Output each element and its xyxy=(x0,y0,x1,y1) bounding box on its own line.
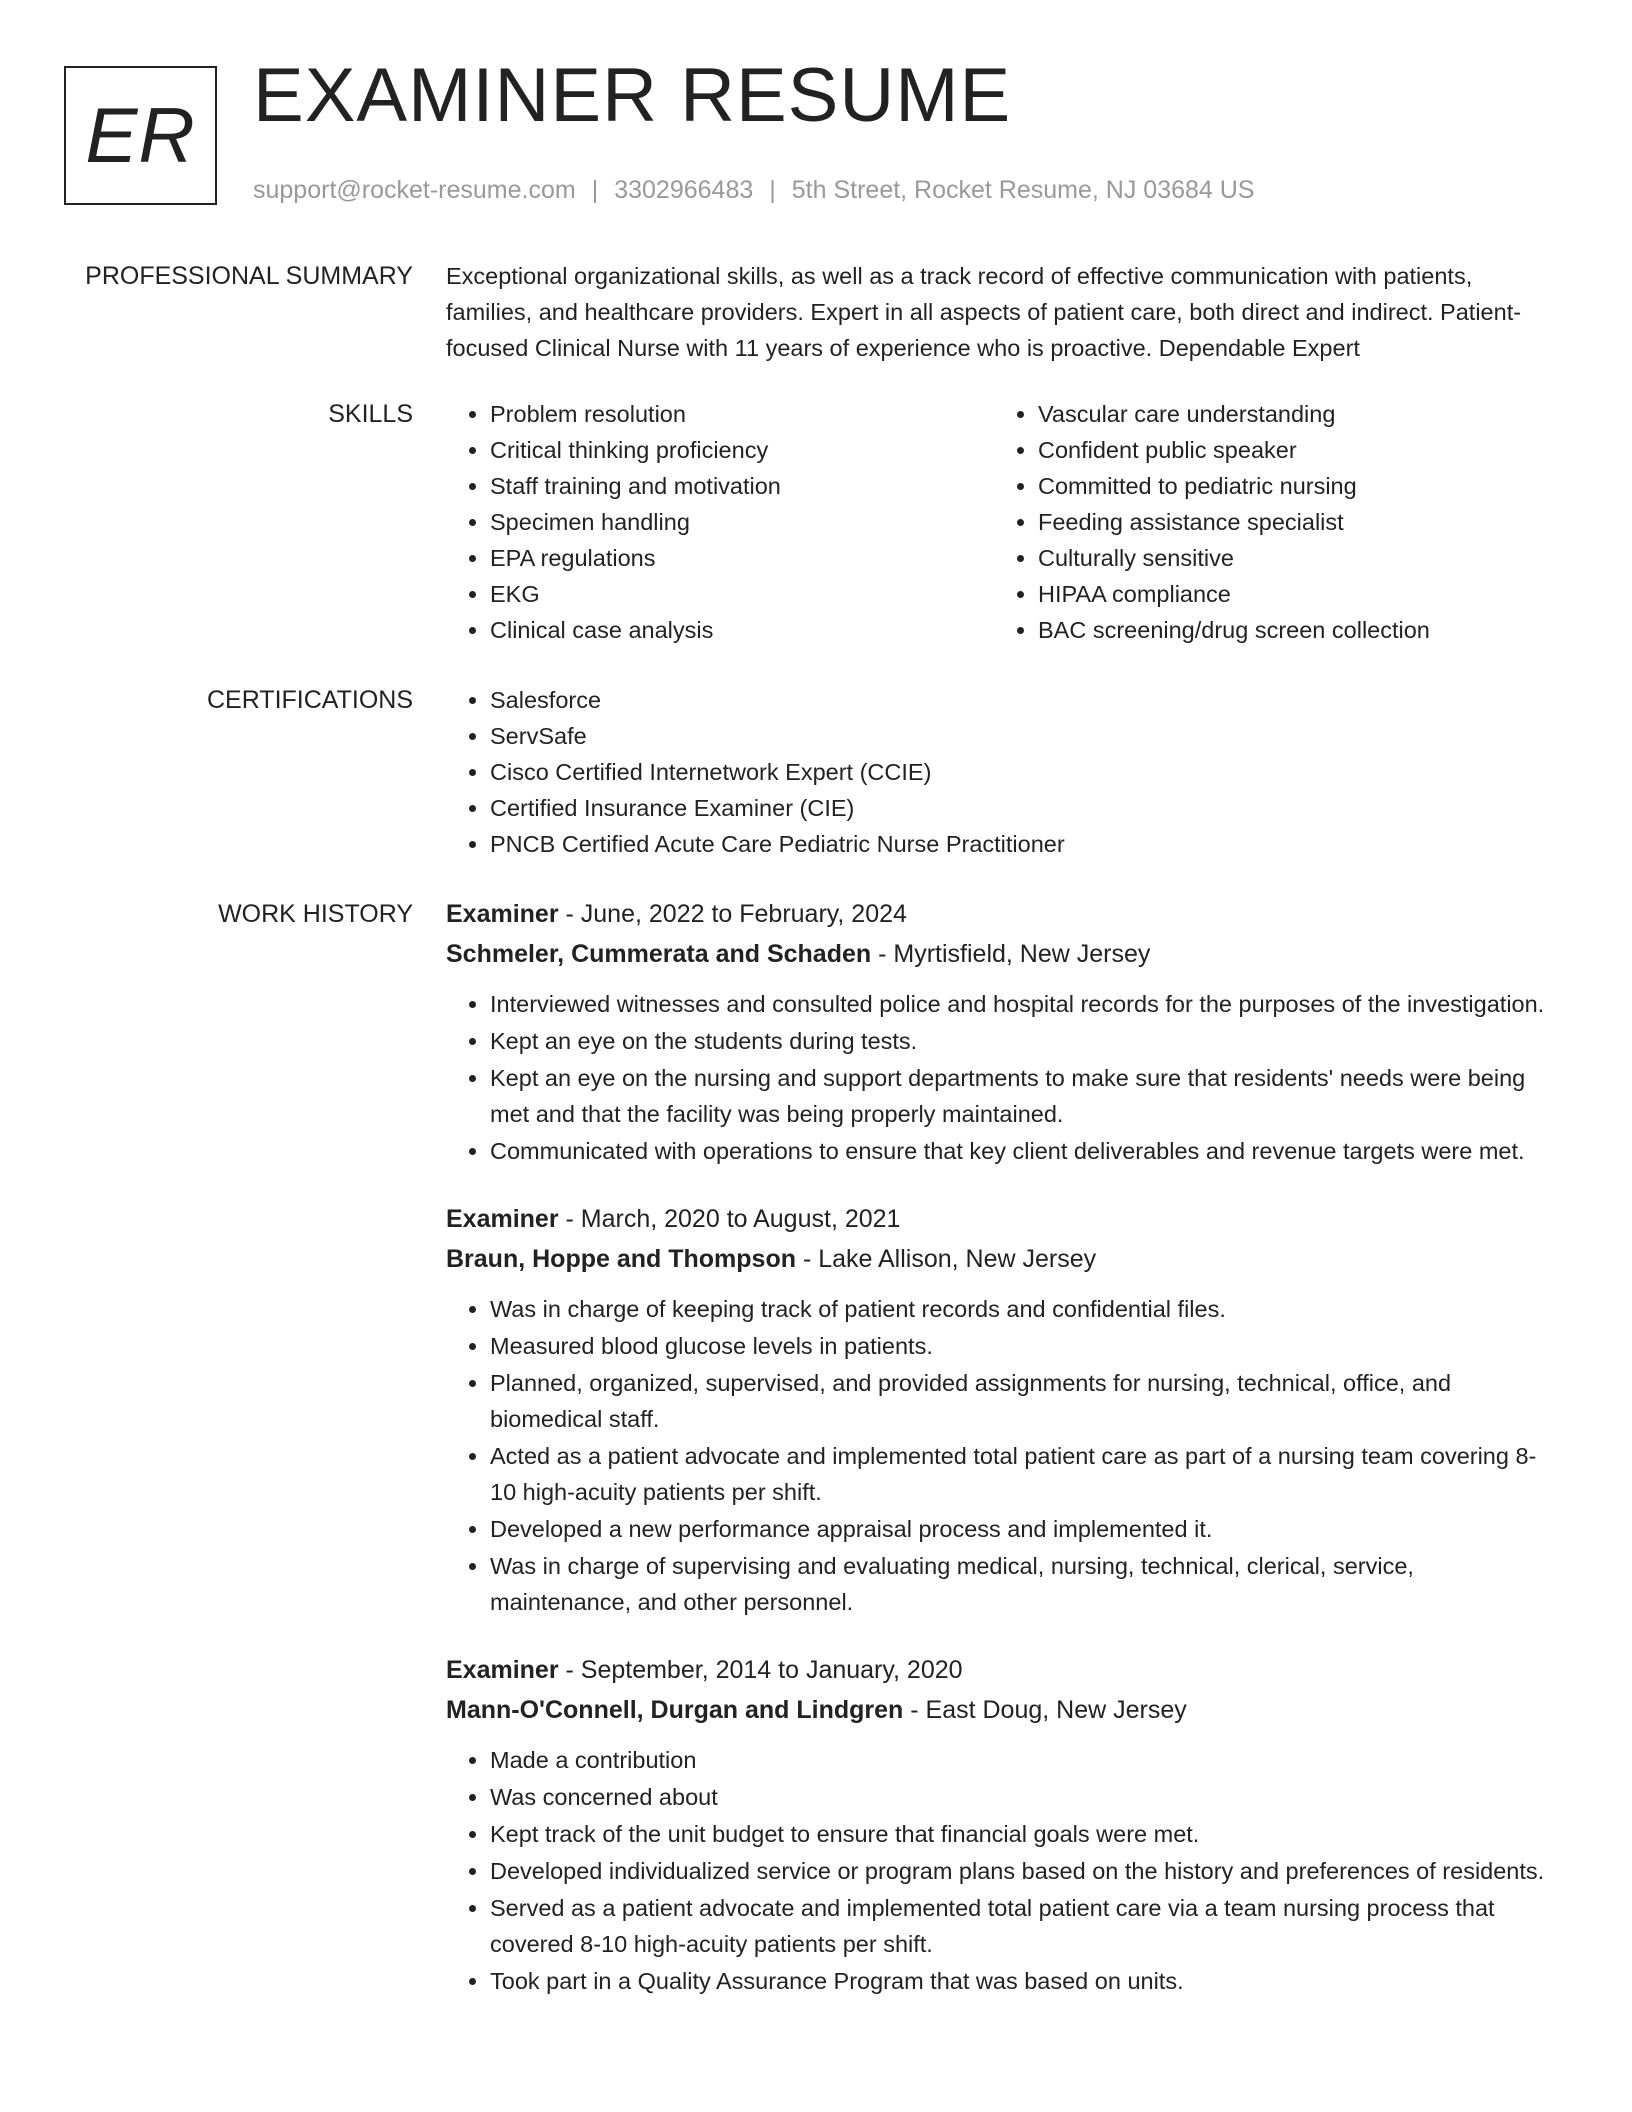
certification-item: • Cisco Certified Internetwork Expert (CCIE) xyxy=(490,754,1556,790)
work-history-body xyxy=(446,896,1556,2000)
job-bullet: • Planned, organized, supervised, and provided assignments for nursing, technical, office, and biomedical staff. xyxy=(490,1365,1556,1437)
skill-item: • Confident public speaker xyxy=(1038,432,1542,468)
skill-item: • Problem resolution xyxy=(490,396,994,432)
job-title-line xyxy=(446,1652,1556,1688)
job-bullet: • Measured blood glucose levels in patients. xyxy=(490,1328,1556,1364)
job-location: - East Doug, New Jersey xyxy=(903,1696,1187,1724)
job-bullet: • Was in charge of keeping track of patient records and confidential files. xyxy=(490,1291,1556,1327)
job-entry xyxy=(446,1652,1556,1999)
monogram-text: ER xyxy=(85,91,196,179)
job-title-line xyxy=(446,896,1556,932)
job-bullet: • Developed individualized service or program plans based on the history and preferences of residents. xyxy=(490,1853,1556,1889)
skill-item: • Feeding assistance specialist xyxy=(1038,504,1542,540)
job-bullets xyxy=(446,1291,1556,1620)
skill-item: • Committed to pediatric nursing xyxy=(1038,468,1542,504)
section-label-summary: PROFESSIONAL SUMMARY xyxy=(85,262,413,290)
skill-item: • Critical thinking proficiency xyxy=(490,432,994,468)
job-company: Mann-O'Connell, Durgan and Lindgren xyxy=(446,1696,904,1724)
job-bullet: • Communicated with operations to ensure that key client deliverables and revenue targets were met. xyxy=(490,1133,1556,1169)
job-company-line xyxy=(446,1692,1556,1728)
job-company-line xyxy=(446,936,1556,972)
job-company: Schmeler, Cummerata and Schaden xyxy=(446,940,872,968)
job-entry xyxy=(446,896,1556,1169)
job-location: - Lake Allison, New Jersey xyxy=(796,1245,1097,1273)
section-label-skills: SKILLS xyxy=(328,400,413,428)
skills-list-left xyxy=(446,396,994,648)
contact-separator: | xyxy=(769,176,776,204)
skill-item: • Culturally sensitive xyxy=(1038,540,1542,576)
summary-text: Exceptional organizational skills, as well as a track record of effective communication with patients, families, and healthcare providers. Expert in all aspects of patient care, both direct and indirect. Patient-focused Clinical Nurse with 11 years of experience who is proactive. Dependable Expert xyxy=(446,263,1522,361)
summary-body xyxy=(446,258,1552,366)
job-bullet: • Was in charge of supervising and evaluating medical, nursing, technical, clerical, service, maintenance, and other personnel. xyxy=(490,1548,1556,1620)
resume-title: EXAMINER RESUME xyxy=(253,53,1012,138)
job-title: Examiner xyxy=(446,1656,559,1684)
skill-item: • BAC screening/drug screen collection xyxy=(1038,612,1542,648)
certification-item: • PNCB Certified Acute Care Pediatric Nurse Practitioner xyxy=(490,826,1556,862)
job-company: Braun, Hoppe and Thompson xyxy=(446,1245,796,1273)
job-bullet: • Kept an eye on the students during tests. xyxy=(490,1023,1556,1059)
job-dates: - June, 2022 to February, 2024 xyxy=(558,900,907,928)
job-company-line xyxy=(446,1241,1556,1277)
certification-item: • Salesforce xyxy=(490,682,1556,718)
job-bullet: • Kept an eye on the nursing and support departments to make sure that residents' needs were being met and that the facility was being properly maintained. xyxy=(490,1060,1556,1132)
skill-item: • Staff training and motivation xyxy=(490,468,994,504)
certification-item: • Certified Insurance Examiner (CIE) xyxy=(490,790,1556,826)
job-bullet: • Took part in a Quality Assurance Program that was based on units. xyxy=(490,1963,1556,1999)
contact-line xyxy=(253,176,1255,205)
skills-list-right xyxy=(994,396,1542,648)
job-bullet: • Served as a patient advocate and implemented total patient care via a team nursing process that covered 8-10 high-acuity patients per shift. xyxy=(490,1890,1556,1962)
monogram-logo xyxy=(64,66,217,205)
certification-item: • ServSafe xyxy=(490,718,1556,754)
contact-address: 5th Street, Rocket Resume, NJ 03684 US xyxy=(791,176,1255,204)
job-title-line xyxy=(446,1201,1556,1237)
certifications-list xyxy=(446,682,1556,862)
skill-item: • EKG xyxy=(490,576,994,612)
job-bullet: • Was concerned about xyxy=(490,1779,1556,1815)
skill-item: • Specimen handling xyxy=(490,504,994,540)
skill-item: • Vascular care understanding xyxy=(1038,396,1542,432)
skill-item: • EPA regulations xyxy=(490,540,994,576)
job-entry xyxy=(446,1201,1556,1620)
contact-phone[interactable]: 3302966483 xyxy=(614,176,754,204)
skills-columns xyxy=(446,396,1556,648)
job-bullets xyxy=(446,1742,1556,1999)
job-dates: - March, 2020 to August, 2021 xyxy=(558,1205,901,1233)
section-label-certifications: CERTIFICATIONS xyxy=(206,686,413,714)
job-dates: - September, 2014 to January, 2020 xyxy=(558,1656,963,1684)
job-bullet: • Kept track of the unit budget to ensure that financial goals were met. xyxy=(490,1816,1556,1852)
contact-email[interactable]: support@rocket-resume.com xyxy=(253,176,576,204)
job-location: - Myrtisfield, New Jersey xyxy=(871,940,1151,968)
job-bullets xyxy=(446,986,1556,1169)
job-bullet: • Interviewed witnesses and consulted police and hospital records for the purposes of the investigation. xyxy=(490,986,1556,1022)
job-title: Examiner xyxy=(446,900,559,928)
certifications-body xyxy=(446,682,1556,862)
skill-item: • HIPAA compliance xyxy=(1038,576,1542,612)
skill-item: • Clinical case analysis xyxy=(490,612,994,648)
job-bullet: • Developed a new performance appraisal process and implemented it. xyxy=(490,1511,1556,1547)
contact-separator: | xyxy=(591,176,599,204)
skills-body xyxy=(446,396,1556,648)
section-label-work-history: WORK HISTORY xyxy=(218,900,413,928)
job-bullet: • Made a contribution xyxy=(490,1742,1556,1778)
job-title: Examiner xyxy=(446,1205,559,1233)
job-bullet: • Acted as a patient advocate and implemented total patient care as part of a nursing team covering 8-10 high-acuity patients per shift. xyxy=(490,1438,1556,1510)
